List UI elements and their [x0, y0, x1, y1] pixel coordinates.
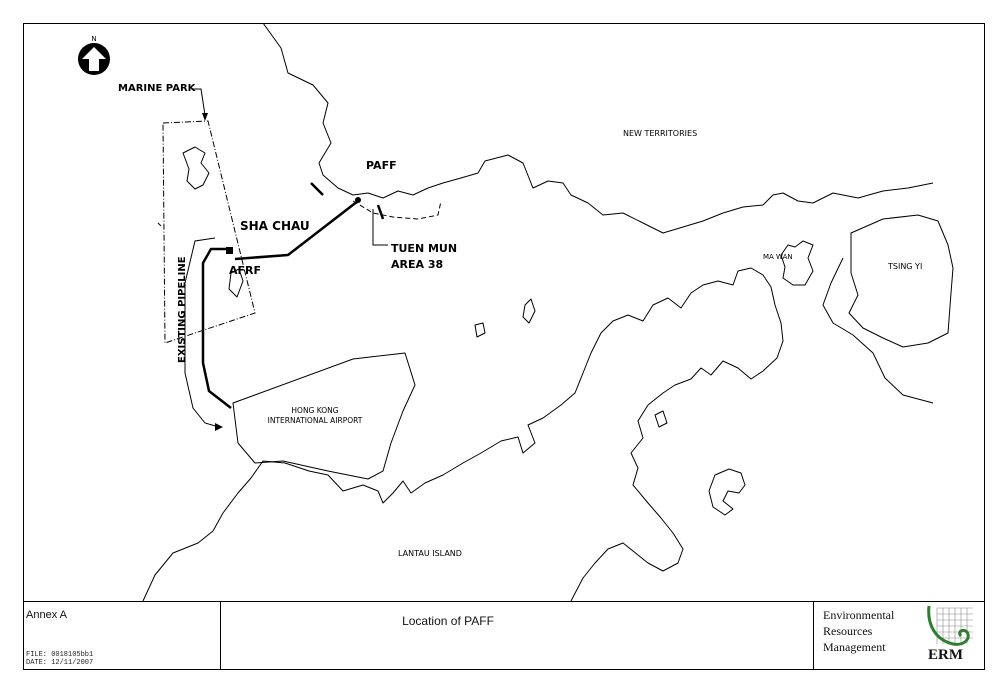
island-sha-chau — [183, 147, 209, 189]
label-new-territories: NEW TERRITORIES — [623, 129, 698, 138]
company-name-line-3: Management — [823, 640, 886, 654]
marine-park-arrowhead — [202, 113, 208, 121]
paff-jetty — [311, 183, 383, 219]
company-name — [823, 607, 894, 655]
pipeline-bracket-arrow — [215, 423, 223, 431]
island-southeast — [709, 469, 745, 515]
company-name-line-2: Resources — [823, 624, 873, 638]
title-block — [23, 601, 985, 670]
file-date: DATE: 12/11/2007 — [26, 659, 94, 667]
divider-left — [220, 602, 221, 670]
north-arrow — [78, 35, 110, 75]
north-label: N — [91, 35, 97, 43]
label-marine-park: MARINE PARK — [118, 83, 196, 94]
erm-logo-icon — [925, 604, 977, 650]
label-area-38: AREA 38 — [391, 258, 444, 271]
file-number: FILE: 0018105bb1 — [26, 651, 94, 659]
annex-label: Annex A — [26, 609, 67, 621]
label-airport-line-2: INTERNATIONAL AIRPORT — [267, 416, 363, 425]
label-existing-pipeline: EXISTING PIPELINE — [177, 256, 188, 363]
afrf-marker — [226, 247, 233, 254]
existing-pipeline-route — [203, 249, 231, 408]
coastline-lantau — [143, 268, 783, 601]
label-sha-chau: SHA CHAU — [240, 219, 310, 233]
coastline-new-territories — [263, 23, 933, 233]
label-paff: PAFF — [366, 159, 397, 172]
label-tsing-yi: TSING YI — [888, 262, 923, 271]
island-ma-wan — [781, 241, 813, 285]
islet-2 — [475, 323, 485, 337]
label-afrf: AFRF — [229, 264, 262, 277]
label-ma-wan: MA WAN — [763, 253, 793, 261]
island-tsing-yi — [849, 215, 953, 347]
figure-title: Location of PAFF — [402, 614, 494, 628]
coastline-east — [823, 258, 933, 403]
islet-1 — [523, 299, 535, 323]
divider-right — [813, 602, 814, 670]
label-lantau-island: LANTAU ISLAND — [398, 549, 462, 558]
map-canvas — [23, 23, 985, 601]
erm-logo-text: ERM — [928, 647, 963, 663]
tuen-mun-area-38 — [353, 201, 441, 219]
paff-marker — [355, 197, 361, 203]
company-name-line-1: Environmental — [823, 608, 895, 622]
islet-4 — [158, 223, 161, 226]
label-tuen-mun: TUEN MUN — [391, 242, 458, 255]
label-airport-line-1: HONG KONG — [291, 406, 339, 415]
islet-3 — [655, 411, 667, 427]
